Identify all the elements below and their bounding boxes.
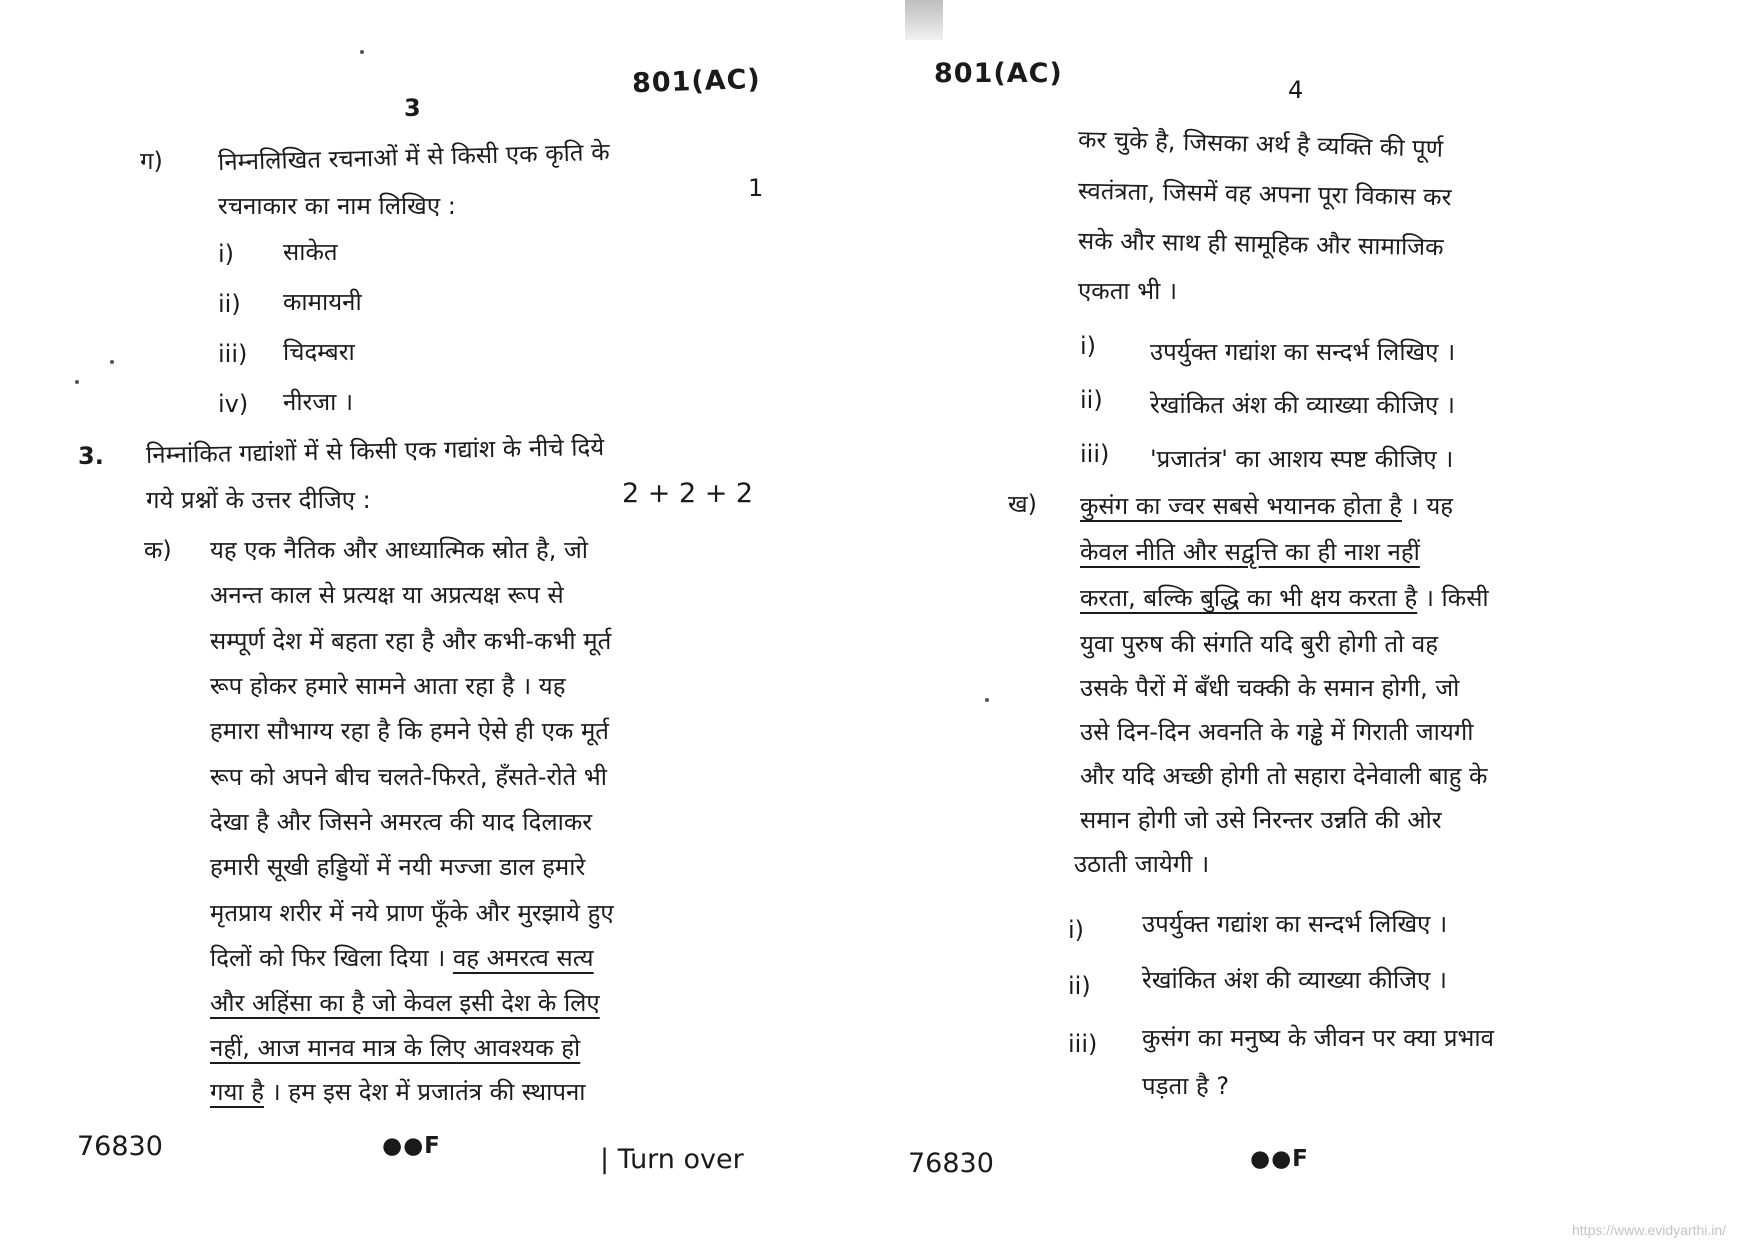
q-ga-marks: 1 [748,174,764,202]
scan-divider-mark [905,0,943,40]
passage-line: उसके पैरों में बँधी चक्की के समान होगी, जो [1080,674,1460,702]
passage-line: मृतप्राय शरीर में नये प्राण फूँके और मुरझाये हुए [210,899,614,927]
question-num: i) [1068,916,1085,944]
passage-text: । हम इस देश में प्रजातंत्र की स्थापना [264,1078,586,1106]
passage-line: सम्पूर्ण देश में बहता रहा है और कभी-कभी मूर्त [210,627,612,655]
passage-line: उठाती जायेगी । [1074,850,1210,878]
question-text: उपर्युक्त गद्यांश का सन्दर्भ लिखिए । [1142,910,1448,938]
question-text: 'प्रजातंत्र' का आशय स्पष्ट कीजिए । [1150,445,1454,473]
passage-line [1080,584,1489,613]
option-text: कामायनी [283,288,362,316]
underlined-passage-text: करता, बल्कि बुद्धि का भी क्षय करता है [1080,584,1418,612]
question-num: ii) [1068,972,1091,1000]
left-page-number: 3 [404,94,421,122]
continuation-line: स्वतंत्रता, जिसमें वह अपना पूरा विकास कर [1077,176,1452,212]
right-paper-code: 801(AC) [934,58,1063,89]
passage-line [210,1078,586,1107]
underlined-passage-text: वह अमरत्व सत्य [452,944,594,972]
site-watermark: https://www.evidyarthi.in/ [1572,1222,1727,1238]
underlined-passage-line: और अहिंसा का है जो केवल इसी देश के लिए [210,989,600,1017]
right-footer-mark: ●●F [1250,1146,1309,1172]
q3-line1: निम्नांकित गद्यांशों में से किसी एक गद्यांश के नीचे दिये [145,433,605,469]
passage-line: युवा पुरुष की संगति यदि बुरी होगी तो वह [1080,630,1438,658]
passage-line: समान होगी जो उसे निरन्तर उन्नति की ओर [1080,806,1442,834]
left-paper-code: 801(AC) [631,63,762,100]
left-footer-mark: ●●F [382,1133,441,1159]
question-num: iii) [1068,1030,1098,1058]
option-num: iv) [218,390,249,418]
part-kha-marker: ख) [1008,490,1037,518]
option-text: साकेत [283,238,338,266]
passage-line: और यदि अच्छी होगी तो सहारा देनेवाली बाहु के [1080,762,1488,790]
question-num: ii) [1080,386,1103,414]
passage-text: । यह [1402,492,1454,520]
question-num: iii) [1080,440,1110,468]
passage-line: रूप को अपने बीच चलते-फिरते, हँसते-रोते भी [210,763,607,791]
q3-number: 3. [78,442,104,470]
passage-line: हमारा सौभाग्य रहा है कि हमने ऐसे ही एक मूर्त [210,717,609,745]
passage-line [210,944,594,973]
right-footer-code: 76830 [908,1148,994,1179]
passage-text: दिलों को फिर खिला दिया । [210,944,453,972]
q-ga-line2: रचनाकार का नाम लिखिए : [218,192,456,220]
left-footer-code: 76830 [77,1131,163,1162]
passage-text: । किसी [1417,584,1489,612]
scan-speck [360,50,364,54]
continuation-line: कर चुके है, जिसका अर्थ है व्यक्ति की पूर्ण [1077,125,1444,163]
part-ka-marker: क) [144,536,172,564]
continuation-line: सके और साथ ही सामूहिक और सामाजिक [1077,226,1444,262]
turn-over-label: | Turn over [600,1144,744,1175]
q3-marks: 2 + 2 + 2 [622,478,754,509]
option-num: i) [218,240,235,268]
option-text: नीरजा । [283,388,354,416]
passage-line: देखा है और जिसने अमरत्व की याद दिलाकर [210,808,593,836]
q-ga-marker: ग) [140,147,163,175]
passage-line: यह एक नैतिक और आध्यात्मिक स्रोत है, जो [210,536,588,564]
passage-line: हमारी सूखी हड्डियों में नयी मज्जा डाल हमारे [210,853,586,881]
q-ga-line1: निम्नलिखित रचनाओं में से किसी एक कृति के [217,137,610,177]
q3-line2: गये प्रश्नों के उत्तर दीजिए : [146,486,371,514]
question-text: रेखांकित अंश की व्याख्या कीजिए । [1150,391,1455,419]
question-text: उपर्युक्त गद्यांश का सन्दर्भ लिखिए । [1150,338,1456,366]
passage-line: रूप होकर हमारे सामने आता रहा है । यह [210,672,566,700]
right-page-number: 4 [1288,76,1304,104]
passage-line [1080,492,1453,521]
underlined-passage-text: कुसंग का ज्वर सबसे भयानक होता है [1080,492,1402,520]
option-num: iii) [218,340,248,368]
question-text-continued: पड़ता है ? [1142,1072,1230,1100]
question-text: रेखांकित अंश की व्याख्या कीजिए । [1142,966,1447,994]
underlined-passage-line: केवल नीति और सद्वृत्ति का ही नाश नहीं [1080,538,1420,566]
underlined-passage-text: गया है [210,1078,265,1106]
passage-line: अनन्त काल से प्रत्यक्ष या अप्रत्यक्ष रूप से [210,581,564,609]
question-num: i) [1080,332,1097,360]
scan-speck [110,360,114,364]
question-text: कुसंग का मनुष्य के जीवन पर क्या प्रभाव [1142,1024,1494,1052]
option-text: चिदम्बरा [283,338,355,366]
scan-speck [75,380,79,384]
scan-speck [985,698,989,702]
passage-line: उसे दिन-दिन अवनति के गड्ढे में गिराती जायगी [1080,718,1474,746]
continuation-line: एकता भी । [1078,277,1178,305]
option-num: ii) [218,290,241,318]
underlined-passage-line: नहीं, आज मानव मात्र के लिए आवश्यक हो [210,1034,581,1062]
